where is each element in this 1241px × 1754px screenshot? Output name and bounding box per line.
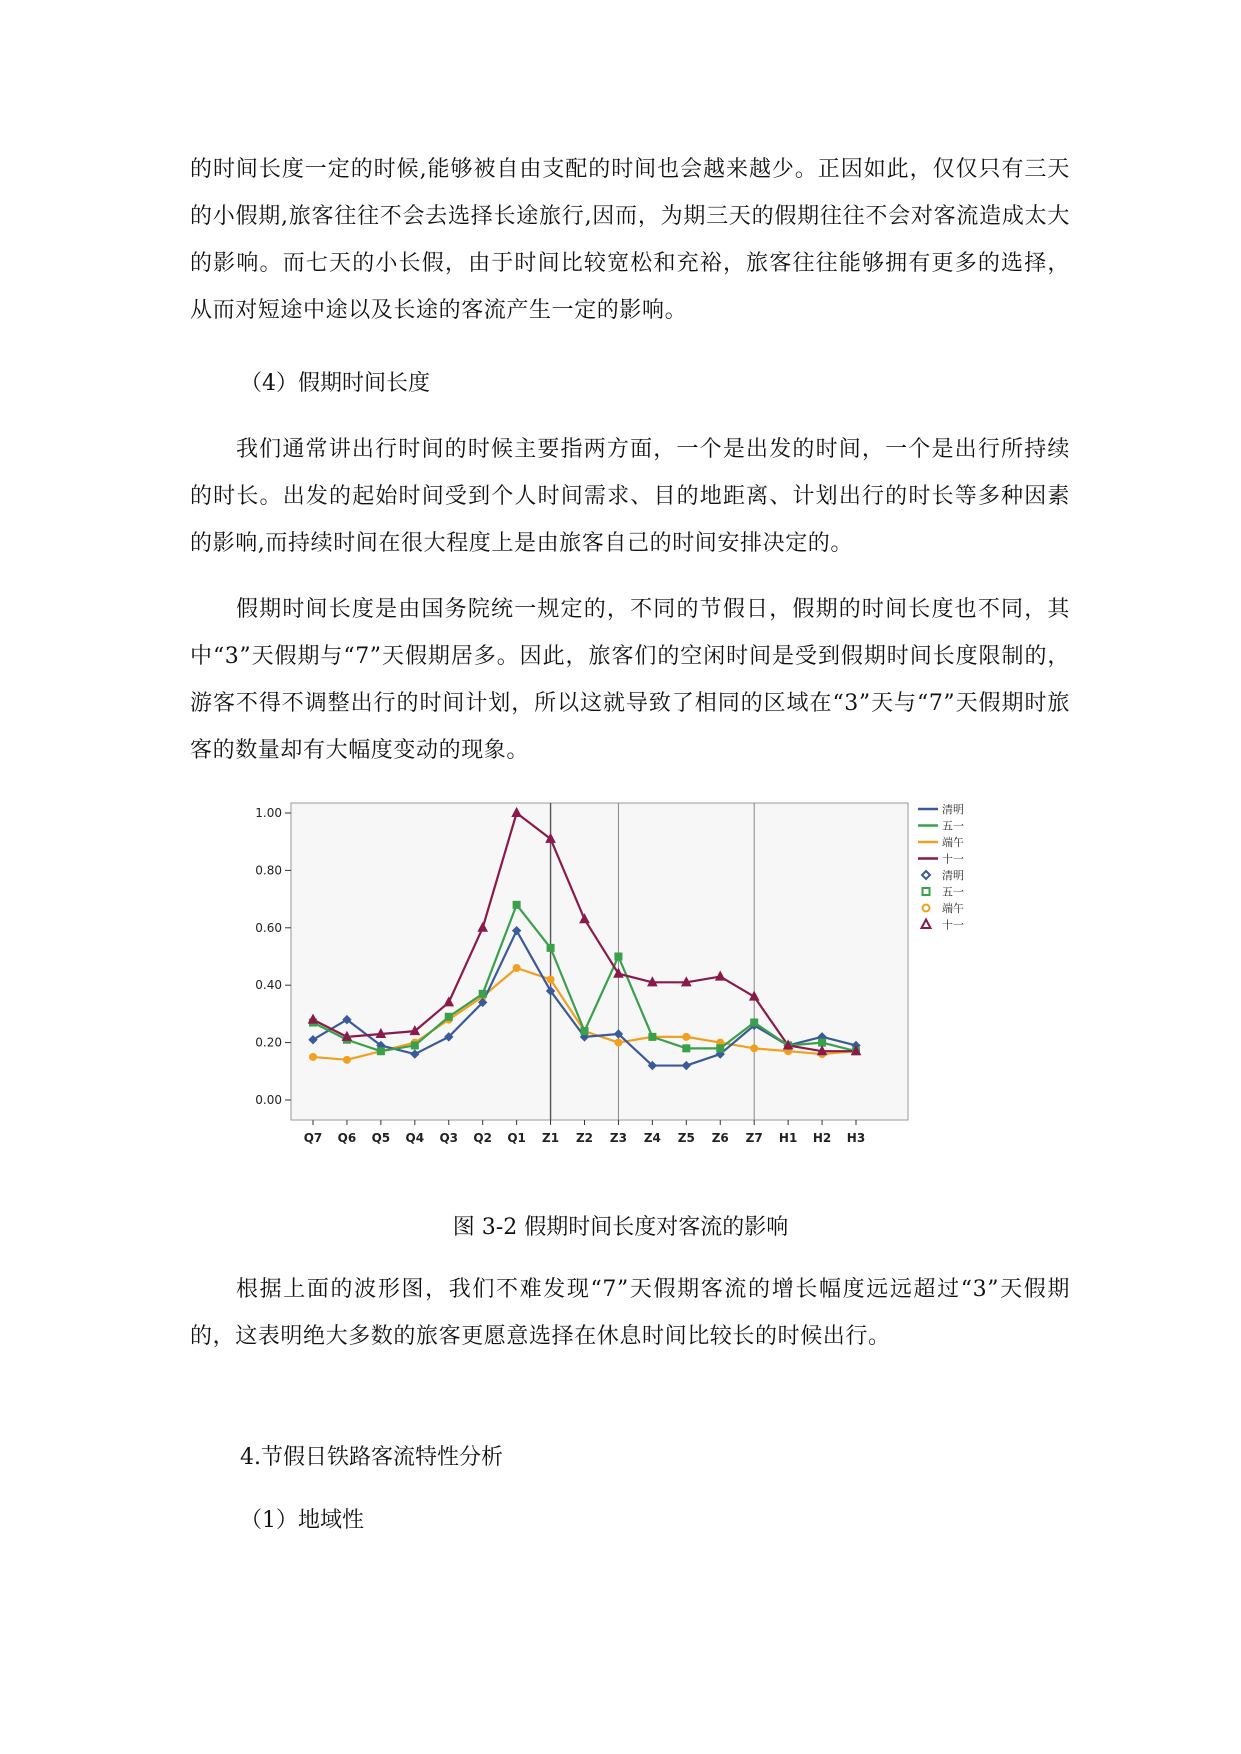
data-point-series-2 [581,1028,588,1035]
x-tick-label: Z7 [745,1131,763,1145]
data-point-series-3 [683,1033,690,1040]
data-point-series-3 [343,1056,350,1063]
y-tick-label: 0.80 [255,863,282,878]
x-tick-label: Z3 [609,1131,627,1145]
section-heading-1: （1）地域性 [240,1508,364,1533]
y-tick-label: 0.00 [255,1093,282,1107]
x-tick-label: Q5 [371,1131,391,1145]
legend-marker-swatch [922,920,931,929]
legend-marker-swatch [923,888,930,895]
data-point-series-2 [547,944,554,951]
section-heading-4-title: 4.节假日铁路客流特性分析 [240,1445,503,1470]
x-tick-label: Q1 [507,1131,526,1145]
data-point-series-2 [411,1042,418,1049]
x-tick-label: Z6 [711,1131,729,1145]
data-point-series-2 [445,1013,452,1020]
x-tick-label: Q7 [303,1131,323,1145]
figure-caption: 图 3-2 假期时间长度对客流的影响 [452,1215,789,1240]
plot-area [291,803,908,1120]
chart-svg [236,795,1076,1200]
y-tick-label: 0.40 [255,978,282,993]
x-tick-label: H1 [778,1131,798,1145]
section-heading-4: （4）假期时间长度 [240,371,430,396]
x-tick-label: H3 [846,1131,866,1145]
data-point-series-2 [683,1045,690,1052]
x-tick-label: Q6 [337,1131,357,1145]
paragraph-3: 假期时间长度是由国务院统一规定的，不同的节假日，假期的时间长度也不同，其中“3”天假期与“7”天假期居多。因此，旅客们的空闲时间是受到假期时间长度限制的，游客不得不调整出行的时间计划，所以这就导致了相同的区域在“3”天与“7”天假期时旅客的数量却有大幅度变动的现象。 [190,597,1070,763]
data-point-series-3 [547,976,554,983]
data-point-series-2 [717,1045,724,1052]
x-tick-label: Q4 [405,1131,425,1145]
x-tick-label: Z4 [643,1131,661,1145]
data-point-series-3 [513,964,520,971]
paragraph-1: 的时间长度一定的时候,能够被自由支配的时间也会越来越少。正因如此，仅仅只有三天的小假期,旅客往往不会去选择长途旅行,因而，为期三天的假期往往不会对客流造成太大的影响。而七天的小长假，由于时间比较宽松和充裕，旅客往往能够拥有更多的选择，从而对短途中途以及长途的客流产生一定的影响。 [190,157,1070,323]
data-point-series-2 [615,953,622,960]
data-point-series-2 [479,990,486,997]
legend-label: 十一 [942,918,964,932]
data-point-series-2 [377,1048,384,1055]
legend-label: 五一 [942,885,964,899]
x-tick-label: H2 [812,1131,832,1145]
legend-label: 端午 [942,902,964,915]
paragraph-4: 根据上面的波形图，我们不难发现“7”天假期客流的增长幅度远远超过“3”天假期的，这表明绝大多数的旅客更愿意选择在休息时间比较长的时候出行。 [190,1277,1070,1349]
x-tick-label: Q3 [439,1131,459,1145]
legend-label: 清明 [942,803,964,816]
x-tick-label: Z2 [575,1131,594,1145]
y-tick-label: 0.60 [255,920,282,935]
legend-label: 五一 [942,819,964,833]
legend-marker-swatch [922,871,930,879]
legend-label: 清明 [942,869,964,882]
data-point-series-2 [649,1033,656,1040]
x-tick-label: Q2 [473,1131,492,1145]
x-tick-label: Z1 [542,1131,560,1145]
holiday-flow-chart [236,795,1076,1200]
data-point-series-3 [310,1053,317,1060]
paragraph-2: 我们通常讲出行时间的时候主要指两方面，一个是出发的时间，一个是出行所持续的时长。出发的起始时间受到个人时间需求、目的地距离、计划出行的时长等多种因素的影响,而持续时间在很大程度上是由旅客自己的时间安排决定的。 [190,437,1070,556]
data-point-series-2 [751,1019,758,1026]
y-tick-label: 0.20 [255,1035,282,1050]
legend-label: 端午 [942,836,964,849]
data-point-series-2 [819,1039,826,1046]
data-point-series-3 [615,1039,622,1046]
legend-marker-swatch [923,905,930,912]
legend-label: 十一 [942,852,964,866]
data-point-series-3 [751,1045,758,1052]
data-point-series-2 [513,901,520,908]
x-tick-label: Z5 [677,1131,695,1145]
y-tick-label: 1.00 [255,806,282,820]
